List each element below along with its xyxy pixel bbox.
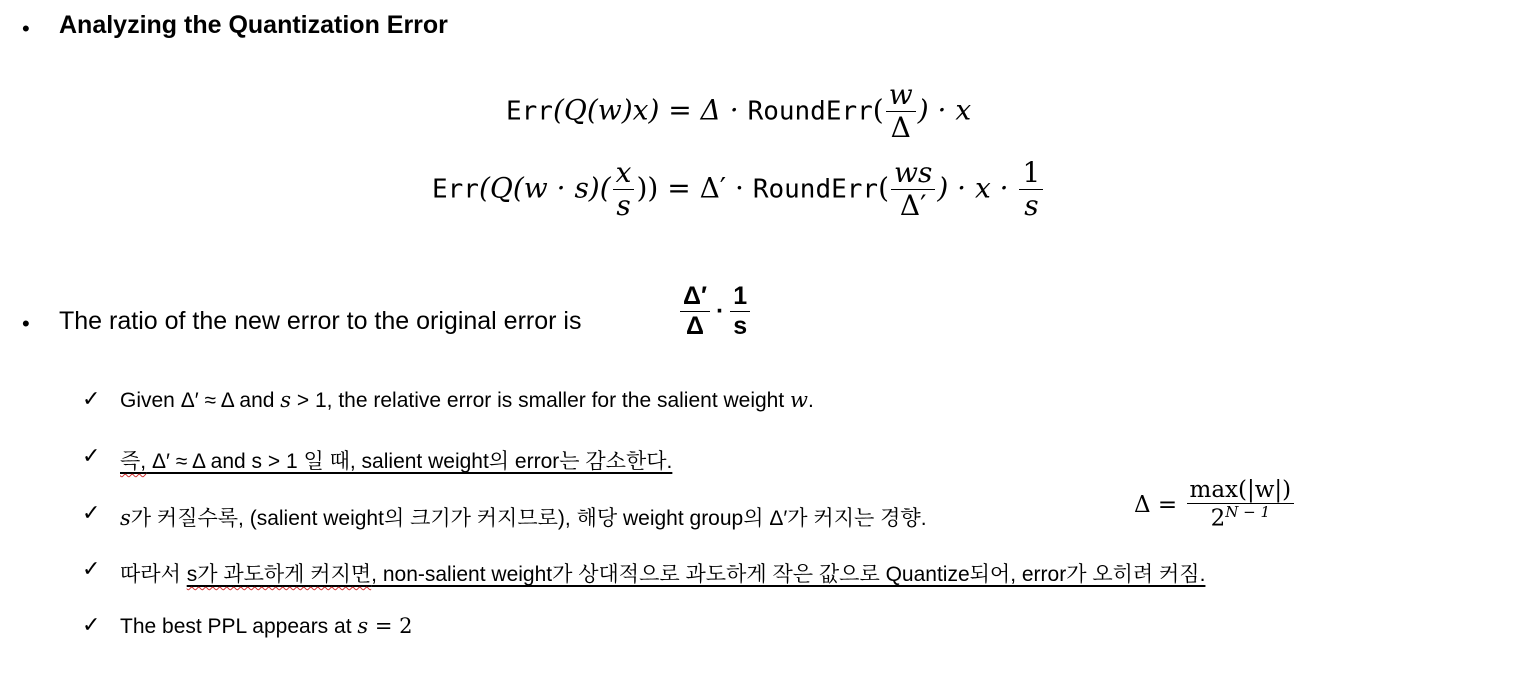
eq1-lhs: (Q(w)x) = Δ · [552, 93, 748, 127]
ratio-frac2-den: s [730, 311, 750, 341]
check1-s: s [280, 388, 292, 412]
eq2-frac2-den: Δ′ [891, 189, 935, 222]
delta-frac-den [1187, 503, 1295, 532]
eq2-paren: ( [878, 171, 890, 205]
equation-2 [432, 158, 1045, 222]
eq2-rounderr: RoundErr [752, 174, 879, 205]
check-item-5 [120, 614, 412, 639]
eq2-frac3-num: 1 [1022, 156, 1041, 189]
eq1-paren: ( [872, 93, 884, 127]
ratio-frac1-num: Δ′ [683, 282, 707, 310]
eq2-frac3-den: s [1019, 189, 1043, 222]
eq2-err: Err [432, 174, 479, 205]
check2-text: Δ′ ≈ Δ and s > 1 일 때, salient weight의 error는 감소한다. [146, 450, 673, 473]
check-item-1 [120, 388, 814, 413]
ratio-text: The ratio of the new error to the original error is [59, 307, 582, 335]
check4-text: , non-salient weight가 상대적으로 과도하게 작은 값으로 Quantize되어, error가 오히려 커짐. [371, 563, 1206, 586]
eq2-frac1-den: s [613, 189, 635, 222]
eq2-fraction-3 [1019, 158, 1043, 222]
check4-underlined [187, 563, 1206, 586]
delta-definition [1134, 478, 1296, 532]
check2-squiggle: 즉, [120, 450, 147, 473]
delta-fraction [1187, 478, 1295, 532]
eq1-rounderr: RoundErr [747, 96, 873, 127]
delta-eq-label: Δ = [1134, 492, 1178, 519]
check1-text-a: Given Δ′ ≈ Δ and [120, 389, 281, 412]
eq1-err: Err [506, 96, 553, 127]
eq2-lhs: (Q(w · s)( [478, 171, 611, 205]
check5-eq: = 2 [368, 614, 413, 638]
check-item-3 [120, 502, 927, 532]
check4-lead: 따라서 [120, 563, 187, 586]
bullet-marker: • [22, 311, 30, 336]
eq1-tail: ) · x [917, 93, 972, 127]
eq1-frac-num: w [888, 78, 913, 111]
check-icon: ✓ [82, 556, 101, 581]
ratio-dot: · [715, 297, 725, 326]
check-icon: ✓ [82, 443, 101, 468]
check-icon: ✓ [82, 500, 101, 525]
check3-text: 가 커질수록, (salient weight의 크기가 커지므로), 해당 weight group의 Δ′가 커지는 경향. [130, 507, 927, 530]
check4-squiggle: s가 과도하게 커지면 [186, 563, 372, 586]
eq1-frac-den: Δ [886, 111, 916, 144]
delta-frac-num: max(|w|) [1189, 477, 1292, 503]
check3-s: s [120, 506, 131, 530]
check1-text-b: > 1, the relative error is smaller for the salient weight [291, 389, 791, 412]
check1-w: w [790, 388, 809, 412]
delta-den-base: 2 [1210, 505, 1226, 532]
check-icon: ✓ [82, 612, 101, 637]
check1-text-c: . [808, 389, 814, 412]
ratio-formula [678, 283, 752, 340]
ratio-fraction-2 [730, 283, 750, 340]
eq2-frac1-num: x [615, 156, 632, 189]
eq1-fraction [886, 80, 916, 144]
delta-den-exp: N − 1 [1225, 503, 1271, 522]
ratio-frac1-den: Δ [680, 311, 710, 341]
eq2-mid: )) = Δ′ · [636, 171, 753, 205]
equation-1 [506, 80, 971, 144]
eq2-frac2-num: ws [894, 156, 933, 189]
eq2-fraction-1 [613, 158, 635, 222]
ratio-fraction-1 [680, 283, 710, 340]
check5-text: The best PPL appears at [120, 615, 358, 638]
check-icon: ✓ [82, 386, 101, 411]
check-item-4 [120, 558, 1205, 588]
check5-s: s [357, 614, 369, 638]
section-heading: Analyzing the Quantization Error [59, 11, 448, 39]
ratio-frac2-num: 1 [733, 282, 748, 310]
eq2-fraction-2 [891, 158, 935, 222]
bullet-marker: • [22, 16, 30, 41]
check-item-2 [120, 445, 672, 475]
eq2-tail: ) · x · [937, 171, 1018, 205]
